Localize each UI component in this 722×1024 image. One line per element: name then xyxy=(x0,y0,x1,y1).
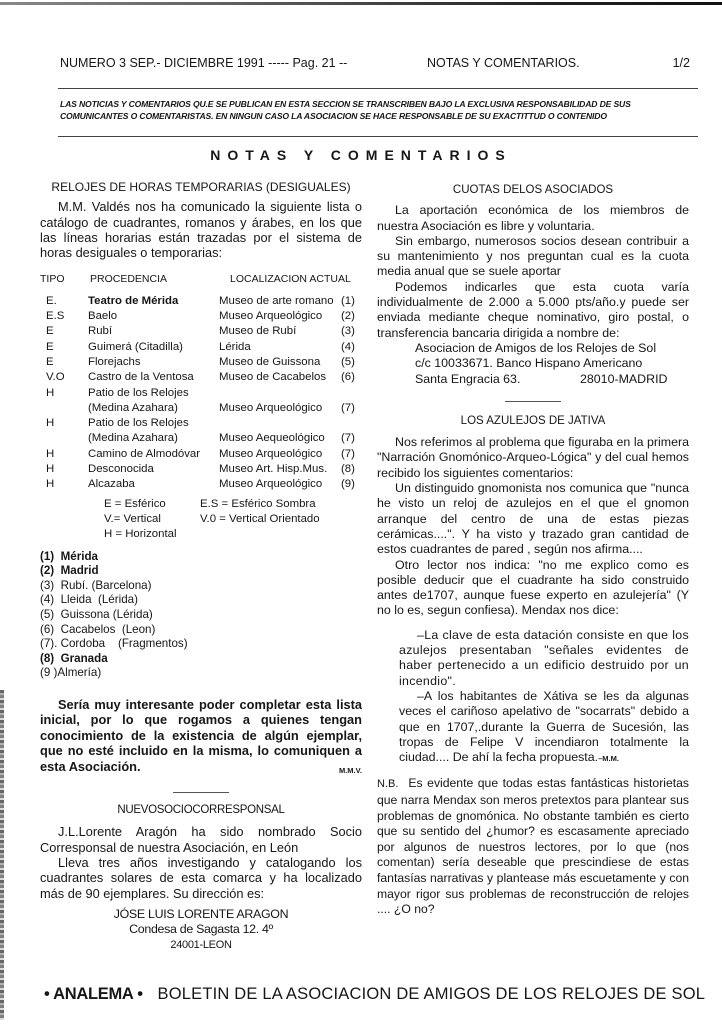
location-cell: Museo Aequeológico xyxy=(219,432,325,445)
article-heading: RELOJES DE HORAS TEMPORARIAS (DESIGUALES) xyxy=(51,180,351,194)
article-heading: NUEVOSOCIOCORRESPONSAL xyxy=(117,804,285,817)
ref-cell: (2) xyxy=(341,310,355,323)
location-cell: Museo Art. Hisp.Mus. xyxy=(219,463,328,476)
table-header xyxy=(40,272,362,287)
address-line: Condesa de Sagasta 12. 4º xyxy=(129,922,273,937)
ref-cell: (7) xyxy=(341,432,355,445)
nb-text: Es evidente que todas estas fantásticas historietas que narra Mendax son meros pretextos para plantear sus problemas de gnomónica. No obstante también es cierto que su sentido del ¿humor? es escasamente apreciado por algunos de nuestros lectores, por lo que (nos comentan) sería deseable que prescindiese de estas fantasías narrativas y plantease más escuetamente y con mayor rigor sus problemas de reconstrucción de relojes .... ¿O no? xyxy=(377,776,689,917)
table-row xyxy=(40,309,362,324)
nb-label: N.B. xyxy=(377,778,399,791)
legend-row xyxy=(40,527,362,542)
closing-text: Sería muy interesante poder completar esta lista inicial, por lo que rogamos a quienes tengan conocimiento de la existencia de algún ejemplar, que no esté incluido en la misma, lo comuniquen a esta Asociación. xyxy=(40,696,362,774)
column-header: LOCALIZACION ACTUAL xyxy=(230,273,351,286)
quote-paragraph xyxy=(399,689,689,766)
article-paragraph: Lleva tres años investigando y catalogando los cuadrantes solares de esta comarca y ha localizado más de 90 ejemplares. Su dirección es: xyxy=(40,854,362,901)
ref-cell: (4) xyxy=(341,340,355,353)
table-row xyxy=(40,324,362,339)
disclaimer-line: LAS NOTICIAS Y COMENTARIOS QU.E SE PUBLICAN EN ESTA SECCION SE TRANSCRIBEN BAJO LA EXCLUSIVA RESPONSABILIDAD DE SUS xyxy=(60,99,631,109)
location-cell: Museo de Guissona xyxy=(219,355,321,368)
section-name: NOTAS Y COMENTARIOS. xyxy=(427,56,580,70)
legend-entry: V.0 = Vertical Orientado xyxy=(200,512,320,525)
ref-cell: (7) xyxy=(341,447,355,460)
type-cell: E xyxy=(46,355,54,368)
section-divider xyxy=(505,401,561,402)
origin-cell: Camino de Almodóvar xyxy=(88,447,201,460)
signature: M.M.V. xyxy=(338,765,362,775)
type-cell: H xyxy=(46,447,55,460)
bank-line: Asociacion de Amigos de los Relojes de Sol xyxy=(415,340,657,355)
origin-cell: (Medina Azahara) xyxy=(88,401,178,414)
origin-cell: Rubí xyxy=(88,325,113,338)
table-row xyxy=(40,294,362,309)
bank-line xyxy=(415,372,689,387)
section-divider xyxy=(173,792,229,793)
location-cell: Museo de arte romano xyxy=(219,294,334,307)
dial-catalog-table xyxy=(40,272,362,492)
legend-row xyxy=(40,512,362,527)
signature: –M.M. xyxy=(598,754,619,764)
disclaimer-rule xyxy=(58,136,698,137)
origin-cell: Patio de los Relojes xyxy=(88,417,189,430)
place-item: (1) Mérida xyxy=(40,549,98,563)
article-heading: CUOTAS DELOS ASOCIADOS xyxy=(452,184,614,196)
right-column xyxy=(377,183,689,918)
origin-cell: Baelo xyxy=(88,310,118,323)
type-cell: E.S xyxy=(46,310,65,323)
correspondent-address xyxy=(40,907,362,954)
address-line: 24001-LEON xyxy=(170,938,232,951)
article-intro: M.M. Valdés nos ha comunicado la siguiente lista o catálogo de cuadrantes, romanos y árabes, en los que las líneas horarias están trazadas por el sistema de horas desiguales o temporarias: xyxy=(40,199,362,261)
column-header: PROCEDENCIA xyxy=(90,273,168,286)
table-row xyxy=(40,477,362,492)
origin-cell: Florejachs xyxy=(88,355,141,368)
ref-cell: (5) xyxy=(341,355,355,368)
place-item: (2) Madrid xyxy=(40,564,99,578)
location-cell: Museo Arqueológico xyxy=(219,401,323,414)
brand-name: • ANALEMA • xyxy=(44,985,143,1003)
origin-cell: Desconocida xyxy=(88,463,154,476)
type-cell: V.O xyxy=(46,371,65,384)
bank-details xyxy=(377,341,689,387)
place-item: (6) Cacabelos (Leon) xyxy=(40,622,156,636)
table-row xyxy=(40,370,362,385)
place-item: (5) Guissona (Lérida) xyxy=(40,608,153,622)
type-cell: E. xyxy=(46,294,57,307)
table-row xyxy=(40,416,362,431)
type-cell: H xyxy=(46,478,55,491)
type-cell: E xyxy=(46,340,54,353)
table-row xyxy=(40,340,362,355)
closing-paragraph xyxy=(40,697,362,774)
scan-top-border xyxy=(0,2,722,5)
bank-line: c/c 10033671. Banco Hispano Americano xyxy=(415,356,643,371)
origin-cell: Guimerá (Citadilla) xyxy=(88,340,183,353)
legend-entry: H = Horizontal xyxy=(104,527,177,540)
place-item: (3) Rubí. (Barcelona) xyxy=(40,578,152,592)
page-title: NOTAS Y COMENTARIOS xyxy=(210,147,512,163)
location-cell: Museo de Rubí xyxy=(219,325,297,338)
article-paragraph: J.L.Lorente Aragón ha sido nombrado Socio Corresponsal de nuestra Asociación, en León xyxy=(40,824,362,855)
legend-entry: E = Esférico xyxy=(104,497,166,510)
footer xyxy=(44,985,705,1004)
quote-paragraph: –La clave de esta datación consiste en que los azulejos presentaban "señales evidentes de haber pertenecido a un edificio destruido por un incendio". xyxy=(399,627,689,688)
disclaimer xyxy=(60,98,695,122)
legend-entry: V.= Vertical xyxy=(104,512,161,525)
table-row xyxy=(40,462,362,477)
location-cell: Museo Arqueológico xyxy=(219,478,323,491)
disclaimer-line: COMUNICANTES O COMENTARISTAS. EN NINGUN CASO LA ASOCIACION SE HACE RESPONSABLE DE SU EXACTITTUD O CONTENIDO xyxy=(60,111,607,121)
nb-note xyxy=(377,776,689,917)
ref-cell: (7) xyxy=(341,401,355,414)
place-item: (7). Cordoba (Fragmentos) xyxy=(40,637,188,651)
address-line: JÓSE LUIS LORENTE ARAGON xyxy=(113,906,289,921)
place-item: (8) Granada xyxy=(40,651,108,665)
location-cell: Museo Arqueológico xyxy=(219,310,323,323)
page-fraction: 1/2 xyxy=(672,56,690,70)
mendax-quote xyxy=(399,628,689,767)
table-row xyxy=(40,401,362,416)
legend-entry: E.S = Esférico Sombra xyxy=(200,497,316,510)
table-row xyxy=(40,386,362,401)
ref-cell: (6) xyxy=(341,371,355,384)
location-cell: Museo de Cacabelos xyxy=(219,371,327,384)
table-row xyxy=(40,447,362,462)
bank-street: Santa Engracia 63. xyxy=(415,371,521,386)
type-legend xyxy=(40,497,362,542)
scan-left-edge xyxy=(0,690,4,1020)
origin-cell: Alcazaba xyxy=(88,478,135,491)
bank-city: 28010-MADRID xyxy=(580,371,668,386)
ref-cell: (3) xyxy=(341,325,355,338)
quote-text: –A los habitantes de Xátiva se les da algunas veces el cariñoso apelativo de "socarrats" debido a que en 1707,.durante la Guerra de Sucesión, las tropas de Felipe V incendiaron totalmente la ciudad.... De ahí la fecha propuesta. xyxy=(399,688,689,765)
article-heading: LOS AZULEJOS DE JATIVA xyxy=(460,414,606,427)
location-cell: Lérida xyxy=(219,340,251,353)
legend-row xyxy=(40,497,362,512)
place-list xyxy=(40,550,362,681)
type-cell: H xyxy=(46,417,55,430)
ref-cell: (8) xyxy=(341,463,355,476)
type-cell: H xyxy=(46,386,55,399)
place-item: (4) Lleida (Lérida) xyxy=(40,593,138,607)
column-header: TIPO xyxy=(40,273,65,286)
origin-cell: (Medina Azahara) xyxy=(88,432,178,445)
article-paragraph: Nos referimos al problema que figuraba en la primera "Narración Gnomónico-Arqueo-Lógica" y del cual hemos recibido los siguientes comentarios: xyxy=(377,435,689,480)
table-row xyxy=(40,431,362,446)
type-cell: E xyxy=(46,325,54,338)
ref-cell: (9) xyxy=(341,478,355,491)
article-paragraph: Podemos indicarles que esta cuota varía individualmente de 2.000 a 5.000 pts/año.y puede ser enviada mediante cheque nominativo, giro postal, o transferencia bancaria dirigida a nombre de: xyxy=(377,279,689,340)
footer-text: BOLETIN DE LA ASOCIACION DE AMIGOS DE LOS RELOJES DE SOL xyxy=(157,985,706,1003)
left-column xyxy=(40,180,362,953)
ref-cell: (1) xyxy=(341,294,355,307)
origin-cell: Castro de la Ventosa xyxy=(88,371,194,384)
article-paragraph: Un distinguido gnomonista nos comunica que "nunca he visto un reloj de azulejos en el que el gnomon arranque del centro de una de estas piezas cerámicas....". Y ha visto y trazado gran cantidad de estos cuadrantes de pared , según nos afirma.... xyxy=(377,481,689,557)
place-item: (9 )Almería) xyxy=(40,666,102,680)
issue-info: NUMERO 3 SEP.- DICIEMBRE 1991 ----- Pag. 21 -- xyxy=(60,56,348,70)
article-paragraph: Sin embargo, numerosos socios desean contribuir a su mantenimiento y nos preguntan cual es la cuota media anual que se suele aportar xyxy=(377,233,689,279)
type-cell: H xyxy=(46,463,55,476)
article-paragraph: La aportación económica de los miembros de nuestra Asociación es libre y voluntaria. xyxy=(377,203,689,233)
article-paragraph: Otro lector nos indica: "no me explico como es posible deducir que el cuadrante ha sido construido antes de1707, aunque fuese experto en azulejería" (Y no lo es, segun confiesa). Mendax nos dice: xyxy=(377,557,689,618)
origin-cell: Patio de los Relojes xyxy=(88,386,189,399)
location-cell: Museo Arqueológico xyxy=(219,447,323,460)
table-row xyxy=(40,355,362,370)
header-rule xyxy=(58,88,698,89)
origin-cell: Teatro de Mérida xyxy=(88,294,179,307)
